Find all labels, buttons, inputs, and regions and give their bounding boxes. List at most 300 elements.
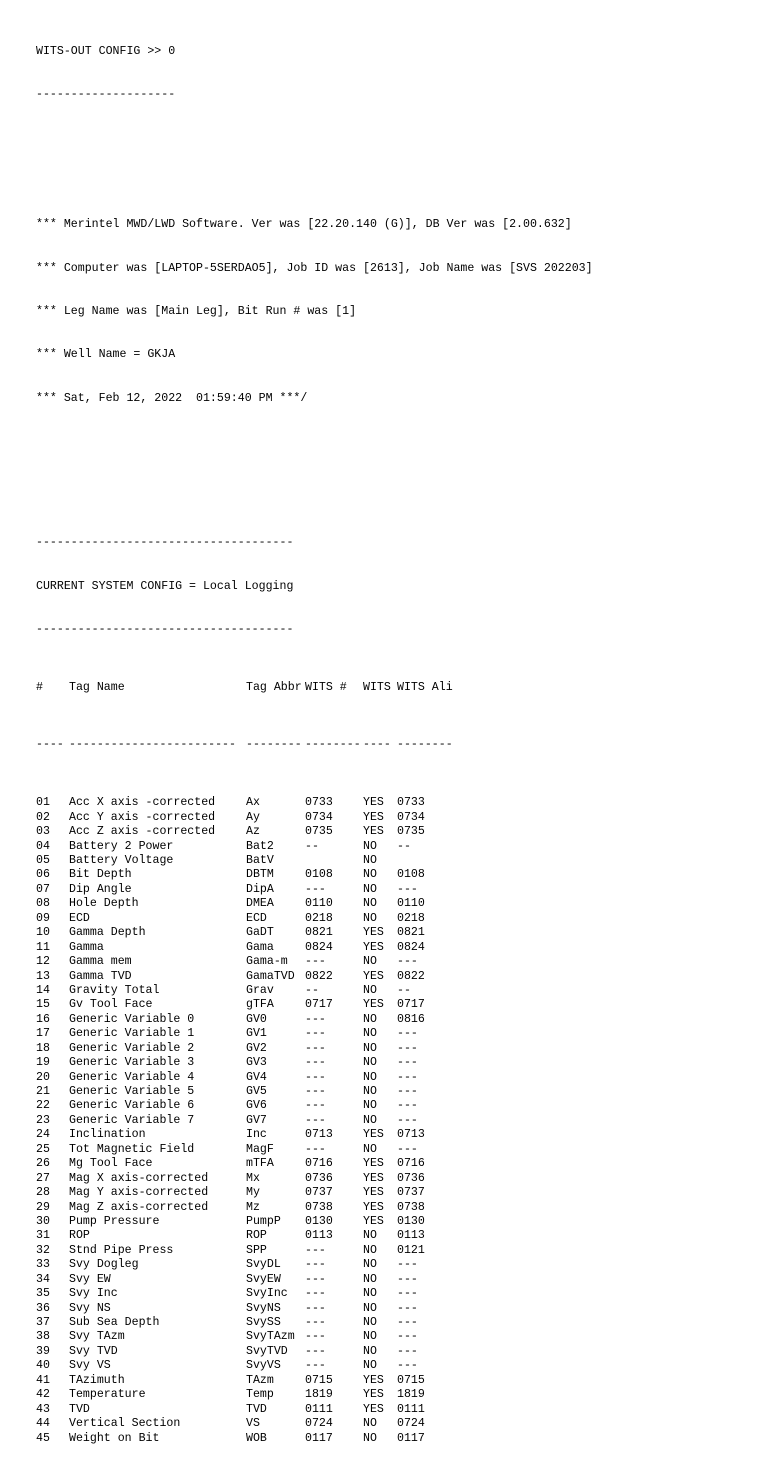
- cell-tag-abbr: Grav: [246, 983, 274, 997]
- cell-wits-enabled: YES: [363, 1200, 384, 1214]
- cell-wits-alias: ---: [397, 1085, 418, 1098]
- cell-wits-enabled: NO: [363, 1056, 377, 1070]
- cell-tag-name: Vertical Section: [69, 1417, 181, 1431]
- cell-tag-abbr: GV0: [246, 1012, 267, 1026]
- cell-num: 32: [36, 1243, 50, 1257]
- cell-tag-abbr: GV7: [246, 1113, 267, 1127]
- cell-wits-alias: 0736: [397, 1171, 425, 1185]
- table-row: [36, 1157, 593, 1171]
- cell-num: 02: [36, 810, 50, 824]
- cell-num: 35: [36, 1287, 50, 1301]
- table-row: [36, 1287, 593, 1301]
- separator-num: ----: [36, 738, 64, 752]
- cell-wits-number: 0736: [305, 1171, 333, 1185]
- cell-wits-number: ---: [305, 1099, 326, 1113]
- cell-wits-number: ---: [305, 1041, 326, 1055]
- cell-wits-enabled: NO: [363, 955, 377, 969]
- cell-wits-alias: 0822: [397, 969, 425, 983]
- cell-wits-number: 0108: [305, 868, 333, 882]
- cell-wits-alias: 0117: [397, 1431, 425, 1445]
- cell-wits-enabled: NO: [363, 1027, 377, 1041]
- cell-num: 42: [36, 1388, 50, 1402]
- table-row: [36, 1143, 593, 1157]
- cell-wits-number: 0821: [305, 926, 333, 940]
- cell-wits-number: 0715: [305, 1373, 333, 1387]
- cell-wits-enabled: YES: [363, 1373, 384, 1387]
- config-title: CURRENT SYSTEM CONFIG = Local Logging: [36, 579, 294, 593]
- cell-tag-name: Dip Angle: [69, 882, 132, 896]
- cell-tag-abbr: VS: [246, 1417, 260, 1431]
- cell-tag-name: Svy EW: [69, 1272, 111, 1286]
- cell-tag-abbr: Az: [246, 825, 260, 839]
- cell-tag-abbr: Bat2: [246, 839, 274, 853]
- cell-num: 16: [36, 1012, 50, 1026]
- cell-num: 06: [36, 868, 50, 882]
- separator-wits-alias: --------: [397, 738, 453, 752]
- table-row: [36, 1374, 593, 1388]
- cell-wits-enabled: NO: [363, 1142, 377, 1156]
- cell-tag-name: Acc X axis -corrected: [69, 796, 216, 810]
- cell-wits-number: ---: [305, 1330, 326, 1344]
- cell-tag-name: Mag X axis-corrected: [69, 1171, 209, 1185]
- cell-num: 36: [36, 1301, 50, 1315]
- cell-wits-alias: 0824: [397, 940, 425, 954]
- info-block: [36, 189, 593, 435]
- separator-wits-enabled: ----: [363, 738, 391, 752]
- cell-wits-number: ---: [305, 1301, 326, 1315]
- cell-wits-alias: --: [397, 983, 411, 997]
- cell-tag-abbr: GV6: [246, 1099, 267, 1113]
- table-row: [36, 1013, 593, 1027]
- header-wits-enabled: WITS: [363, 680, 391, 694]
- cell-tag-abbr: WOB: [246, 1431, 267, 1445]
- cell-wits-alias: ---: [397, 1056, 418, 1070]
- cell-wits-number: 1819: [305, 1388, 333, 1402]
- cell-wits-number: ---: [305, 1085, 326, 1098]
- cell-num: 19: [36, 1056, 50, 1070]
- cell-num: 17: [36, 1027, 50, 1041]
- table-row: [36, 1085, 593, 1099]
- cell-tag-abbr: GamaTVD: [246, 969, 295, 983]
- cell-tag-name: Svy VS: [69, 1359, 111, 1373]
- cell-num: 10: [36, 926, 50, 940]
- cell-wits-enabled: NO: [363, 911, 377, 925]
- cell-wits-enabled: NO: [363, 868, 377, 882]
- cell-wits-enabled: NO: [363, 1330, 377, 1344]
- cell-wits-number: 0717: [305, 998, 333, 1012]
- cell-wits-enabled: YES: [363, 825, 384, 839]
- cell-num: 20: [36, 1070, 50, 1084]
- cell-tag-abbr: GV2: [246, 1041, 267, 1055]
- table-row: [36, 1417, 593, 1431]
- cell-wits-number: --: [305, 839, 319, 853]
- spacer: [36, 132, 593, 146]
- cell-tag-abbr: ROP: [246, 1229, 267, 1243]
- cell-wits-alias: 0111: [397, 1402, 425, 1416]
- table-row: [36, 1273, 593, 1287]
- cell-tag-abbr: SvyInc: [246, 1287, 288, 1301]
- cell-tag-name: Sub Sea Depth: [69, 1316, 160, 1329]
- cell-wits-enabled: NO: [363, 1301, 377, 1315]
- cell-wits-alias: 0713: [397, 1128, 425, 1142]
- cell-num: 18: [36, 1041, 50, 1055]
- cell-wits-number: 0218: [305, 911, 333, 925]
- cell-tag-abbr: SvyEW: [246, 1272, 281, 1286]
- cell-num: 27: [36, 1171, 50, 1185]
- cell-tag-name: Generic Variable 0: [69, 1012, 195, 1026]
- cell-tag-name: Generic Variable 7: [69, 1113, 195, 1127]
- table-row: [36, 955, 593, 969]
- cell-wits-enabled: NO: [363, 1229, 377, 1243]
- cell-wits-enabled: NO: [363, 897, 377, 911]
- table-row: [36, 1330, 593, 1344]
- cell-num: 45: [36, 1431, 50, 1445]
- info-line-leg: *** Leg Name was [Main Leg], Bit Run # was [1]: [36, 304, 357, 318]
- cell-tag-name: ECD: [69, 911, 90, 925]
- table-row: [36, 1302, 593, 1316]
- cell-wits-number: ---: [305, 1070, 326, 1084]
- table-row: [36, 926, 593, 940]
- table-row: [36, 1388, 593, 1402]
- cell-tag-abbr: SvySS: [246, 1316, 281, 1329]
- cell-tag-name: Bit Depth: [69, 868, 132, 882]
- spacer: [36, 478, 593, 492]
- cell-num: 40: [36, 1359, 50, 1373]
- table-row: [36, 796, 593, 810]
- cell-wits-enabled: NO: [363, 1070, 377, 1084]
- cell-tag-abbr: BatV: [246, 854, 274, 867]
- header-num: #: [36, 680, 43, 694]
- cell-wits-number: 0716: [305, 1157, 333, 1171]
- cell-wits-alias: 0218: [397, 911, 425, 925]
- cell-tag-abbr: SvyTAzm: [246, 1330, 295, 1344]
- cell-wits-number: ---: [305, 1012, 326, 1026]
- cell-wits-number: 0735: [305, 825, 333, 839]
- cell-wits-number: ---: [305, 1359, 326, 1373]
- cell-wits-enabled: NO: [363, 1085, 377, 1098]
- cell-num: 23: [36, 1113, 50, 1127]
- cell-tag-abbr: My: [246, 1186, 260, 1200]
- cell-wits-enabled: YES: [363, 810, 384, 824]
- cell-tag-abbr: Ay: [246, 810, 260, 824]
- cell-wits-alias: --: [397, 839, 411, 853]
- cell-wits-alias: ---: [397, 1301, 418, 1315]
- table-row: [36, 998, 593, 1012]
- cell-tag-name: Stnd Pipe Press: [69, 1243, 174, 1257]
- table-row: [36, 1172, 593, 1186]
- cell-wits-alias: ---: [397, 882, 418, 896]
- cell-wits-enabled: YES: [363, 1214, 384, 1228]
- table-row: [36, 1258, 593, 1272]
- cell-tag-abbr: TAzm: [246, 1373, 274, 1387]
- cell-tag-abbr: GV4: [246, 1070, 267, 1084]
- cell-tag-name: Generic Variable 3: [69, 1056, 195, 1070]
- cell-tag-abbr: GV3: [246, 1056, 267, 1070]
- cell-num: 07: [36, 882, 50, 896]
- cell-wits-alias: 0716: [397, 1157, 425, 1171]
- cell-wits-alias: ---: [397, 1344, 418, 1358]
- cell-wits-enabled: YES: [363, 940, 384, 954]
- cell-tag-abbr: Ax: [246, 796, 260, 810]
- cell-tag-name: Gamma: [69, 940, 104, 954]
- cell-wits-alias: 0735: [397, 825, 425, 839]
- cell-wits-number: 0117: [305, 1431, 333, 1445]
- cell-num: 33: [36, 1258, 50, 1272]
- cell-wits-alias: 0733: [397, 796, 425, 810]
- cell-wits-alias: ---: [397, 1070, 418, 1084]
- separator-tag-abbr: --------: [246, 738, 302, 752]
- cell-wits-number: ---: [305, 1287, 326, 1301]
- cell-num: 44: [36, 1417, 50, 1431]
- cell-tag-name: Gravity Total: [69, 983, 160, 997]
- cell-tag-name: Svy NS: [69, 1301, 111, 1315]
- cell-wits-enabled: YES: [363, 998, 384, 1012]
- table-row: [36, 1244, 593, 1258]
- cell-wits-number: ---: [305, 1027, 326, 1041]
- cell-tag-name: Generic Variable 1: [69, 1027, 195, 1041]
- cell-wits-enabled: YES: [363, 969, 384, 983]
- cell-wits-number: ---: [305, 1272, 326, 1286]
- cell-tag-name: Generic Variable 2: [69, 1041, 195, 1055]
- table-row: [36, 811, 593, 825]
- table-row: [36, 1128, 593, 1142]
- config-rule-bottom: -------------------------------------: [36, 622, 294, 636]
- cell-num: 37: [36, 1316, 50, 1329]
- info-line-well: *** Well Name = GKJA: [36, 348, 176, 362]
- cell-tag-name: Inclination: [69, 1128, 146, 1142]
- cell-wits-alias: 0130: [397, 1214, 425, 1228]
- cell-wits-enabled: YES: [363, 1171, 384, 1185]
- cell-wits-alias: ---: [397, 1041, 418, 1055]
- cell-tag-abbr: SvyDL: [246, 1258, 281, 1272]
- cell-wits-number: 0130: [305, 1214, 333, 1228]
- table-row: [36, 1099, 593, 1113]
- table-row: [36, 1215, 593, 1229]
- cell-num: 09: [36, 911, 50, 925]
- cell-wits-number: ---: [305, 1344, 326, 1358]
- table-row: [36, 854, 593, 868]
- cell-wits-number: 0822: [305, 969, 333, 983]
- cell-wits-number: ---: [305, 1056, 326, 1070]
- cell-wits-alias: 0110: [397, 897, 425, 911]
- cell-tag-abbr: Mz: [246, 1200, 260, 1214]
- config-document: [36, 16, 593, 1460]
- separator-wits-number: --------: [305, 738, 361, 752]
- cell-wits-number: 0734: [305, 810, 333, 824]
- cell-wits-alias: 0821: [397, 926, 425, 940]
- cell-tag-name: Gamma TVD: [69, 969, 132, 983]
- cell-tag-abbr: SvyNS: [246, 1301, 281, 1315]
- cell-tag-abbr: PumpP: [246, 1214, 281, 1228]
- cell-tag-abbr: SvyTVD: [246, 1344, 288, 1358]
- table-row: [36, 1186, 593, 1200]
- cell-wits-alias: [397, 854, 457, 868]
- cell-wits-number: 0824: [305, 940, 333, 954]
- cell-wits-alias: ---: [397, 1027, 418, 1041]
- table-row: [36, 897, 593, 911]
- cell-wits-alias: 1819: [397, 1388, 425, 1402]
- cell-wits-alias: ---: [397, 955, 418, 969]
- table-row: [36, 1316, 593, 1330]
- cell-tag-name: Generic Variable 6: [69, 1099, 195, 1113]
- cell-num: 14: [36, 983, 50, 997]
- cell-tag-abbr: MagF: [246, 1142, 274, 1156]
- cell-tag-name: Mag Y axis-corrected: [69, 1186, 209, 1200]
- cell-tag-name: TVD: [69, 1402, 90, 1416]
- separator-tag-name: ------------------------: [69, 738, 236, 752]
- cell-num: 21: [36, 1085, 50, 1098]
- cell-wits-alias: 0738: [397, 1200, 425, 1214]
- table-row: [36, 1042, 593, 1056]
- cell-wits-alias: 0717: [397, 998, 425, 1012]
- cell-tag-abbr: Temp: [246, 1388, 274, 1402]
- cell-wits-enabled: NO: [363, 1113, 377, 1127]
- cell-wits-number: --: [305, 983, 319, 997]
- cell-num: 41: [36, 1373, 50, 1387]
- table-row: [36, 1229, 593, 1243]
- cell-tag-name: Pump Pressure: [69, 1214, 160, 1228]
- cell-tag-abbr: SPP: [246, 1243, 267, 1257]
- cell-tag-abbr: GV5: [246, 1085, 267, 1098]
- header-tag-abbr: Tag Abbr: [246, 680, 302, 694]
- cell-wits-alias: ---: [397, 1272, 418, 1286]
- cell-num: 05: [36, 854, 50, 867]
- cell-tag-abbr: GaDT: [246, 926, 274, 940]
- cell-tag-name: TAzimuth: [69, 1373, 125, 1387]
- cell-wits-number: ---: [305, 1142, 326, 1156]
- cell-num: 12: [36, 955, 50, 969]
- cell-wits-enabled: NO: [363, 1359, 377, 1373]
- cell-tag-name: ROP: [69, 1229, 90, 1243]
- table-row: [36, 1403, 593, 1417]
- cell-num: 22: [36, 1099, 50, 1113]
- cell-wits-enabled: NO: [363, 1099, 377, 1113]
- cell-tag-abbr: gTFA: [246, 998, 274, 1012]
- cell-wits-number: 0111: [305, 1402, 333, 1416]
- cell-num: 39: [36, 1344, 50, 1358]
- cell-num: 31: [36, 1229, 50, 1243]
- cell-tag-name: Battery 2 Power: [69, 839, 174, 853]
- cell-wits-enabled: NO: [363, 1344, 377, 1358]
- cell-num: 08: [36, 897, 50, 911]
- cell-tag-abbr: Inc: [246, 1128, 267, 1142]
- cell-wits-number: ---: [305, 1258, 326, 1272]
- config-rule-top: -------------------------------------: [36, 536, 294, 550]
- cell-wits-alias: ---: [397, 1287, 418, 1301]
- cell-wits-alias: 0121: [397, 1243, 425, 1257]
- cell-tag-abbr: SvyVS: [246, 1359, 281, 1373]
- cell-wits-alias: ---: [397, 1099, 418, 1113]
- cell-wits-number: ---: [305, 955, 326, 969]
- info-line-computer: *** Computer was [LAPTOP-5SERDAO5], Job ID was [2613], Job Name was [SVS 202203]: [36, 261, 593, 275]
- cell-num: 43: [36, 1402, 50, 1416]
- cell-tag-name: Weight on Bit: [69, 1431, 160, 1445]
- cell-wits-number: ---: [305, 1316, 326, 1329]
- cell-wits-enabled: NO: [363, 1012, 377, 1026]
- cell-wits-enabled: NO: [363, 1258, 377, 1272]
- table-row: [36, 1027, 593, 1041]
- cell-tag-name: Svy TAzm: [69, 1330, 125, 1344]
- cell-wits-enabled: NO: [363, 1287, 377, 1301]
- cell-wits-enabled: NO: [363, 839, 377, 853]
- cell-tag-name: Temperature: [69, 1388, 146, 1402]
- cell-tag-abbr: Gama: [246, 940, 274, 954]
- cell-tag-name: Gamma mem: [69, 955, 132, 969]
- cell-wits-enabled: NO: [363, 1243, 377, 1257]
- cell-wits-number: [305, 854, 363, 868]
- cell-num: 01: [36, 796, 50, 810]
- cell-tag-name: Svy TVD: [69, 1344, 118, 1358]
- table-row: [36, 1056, 593, 1070]
- cell-tag-abbr: DipA: [246, 882, 274, 896]
- cell-wits-alias: 0816: [397, 1012, 425, 1026]
- cell-wits-enabled: NO: [363, 882, 377, 896]
- cell-num: 29: [36, 1200, 50, 1214]
- cell-tag-name: Mg Tool Face: [69, 1157, 153, 1171]
- cell-wits-enabled: YES: [363, 1388, 384, 1402]
- cell-wits-enabled: NO: [363, 1316, 377, 1329]
- cell-wits-enabled: NO: [363, 854, 377, 867]
- cell-tag-name: Svy Dogleg: [69, 1258, 139, 1272]
- cell-tag-abbr: mTFA: [246, 1157, 274, 1171]
- cell-wits-number: ---: [305, 882, 326, 896]
- cell-wits-alias: 0734: [397, 810, 425, 824]
- table-row: [36, 970, 593, 984]
- cell-tag-name: Tot Magnetic Field: [69, 1142, 195, 1156]
- cell-wits-enabled: NO: [363, 983, 377, 997]
- cell-tag-abbr: Mx: [246, 1171, 260, 1185]
- cell-tag-abbr: DBTM: [246, 868, 274, 882]
- cell-wits-alias: ---: [397, 1330, 418, 1344]
- table-row: [36, 1114, 593, 1128]
- cell-tag-name: Acc Z axis -corrected: [69, 825, 216, 839]
- cell-wits-alias: 0108: [397, 868, 425, 882]
- cell-wits-number: 0738: [305, 1200, 333, 1214]
- cell-wits-enabled: YES: [363, 1402, 384, 1416]
- cell-num: 03: [36, 825, 50, 839]
- table-row: [36, 912, 593, 926]
- info-line-software: *** Merintel MWD/LWD Software. Ver was [22.20.140 (G)], DB Ver was [2.00.632]: [36, 218, 572, 232]
- table-row: [36, 868, 593, 882]
- table-header-separator: [36, 738, 593, 752]
- cell-wits-enabled: NO: [363, 1272, 377, 1286]
- table-row: [36, 941, 593, 955]
- title-underline: --------------------: [36, 88, 176, 102]
- cell-wits-enabled: YES: [363, 1128, 384, 1142]
- cell-tag-abbr: GV1: [246, 1027, 267, 1041]
- table-row: [36, 984, 593, 998]
- cell-tag-name: Svy Inc: [69, 1287, 118, 1301]
- cell-wits-number: 0737: [305, 1186, 333, 1200]
- cell-wits-alias: ---: [397, 1113, 418, 1127]
- cell-num: 34: [36, 1272, 50, 1286]
- cell-tag-abbr: Gama-m: [246, 955, 288, 969]
- cell-wits-number: 0113: [305, 1229, 333, 1243]
- info-line-timestamp: *** Sat, Feb 12, 2022 01:59:40 PM ***/: [36, 391, 308, 405]
- table-row: [36, 1345, 593, 1359]
- table-row: [36, 883, 593, 897]
- table-row: [36, 1359, 593, 1373]
- cell-tag-name: Battery Voltage: [69, 854, 174, 867]
- cell-wits-alias: ---: [397, 1359, 418, 1373]
- cell-wits-enabled: NO: [363, 1041, 377, 1055]
- cell-wits-number: ---: [305, 1113, 326, 1127]
- table-row: [36, 1201, 593, 1215]
- header-tag-name: Tag Name: [69, 680, 125, 694]
- cell-wits-number: ---: [305, 1243, 326, 1257]
- table-body: [36, 796, 593, 1446]
- cell-num: 38: [36, 1330, 50, 1344]
